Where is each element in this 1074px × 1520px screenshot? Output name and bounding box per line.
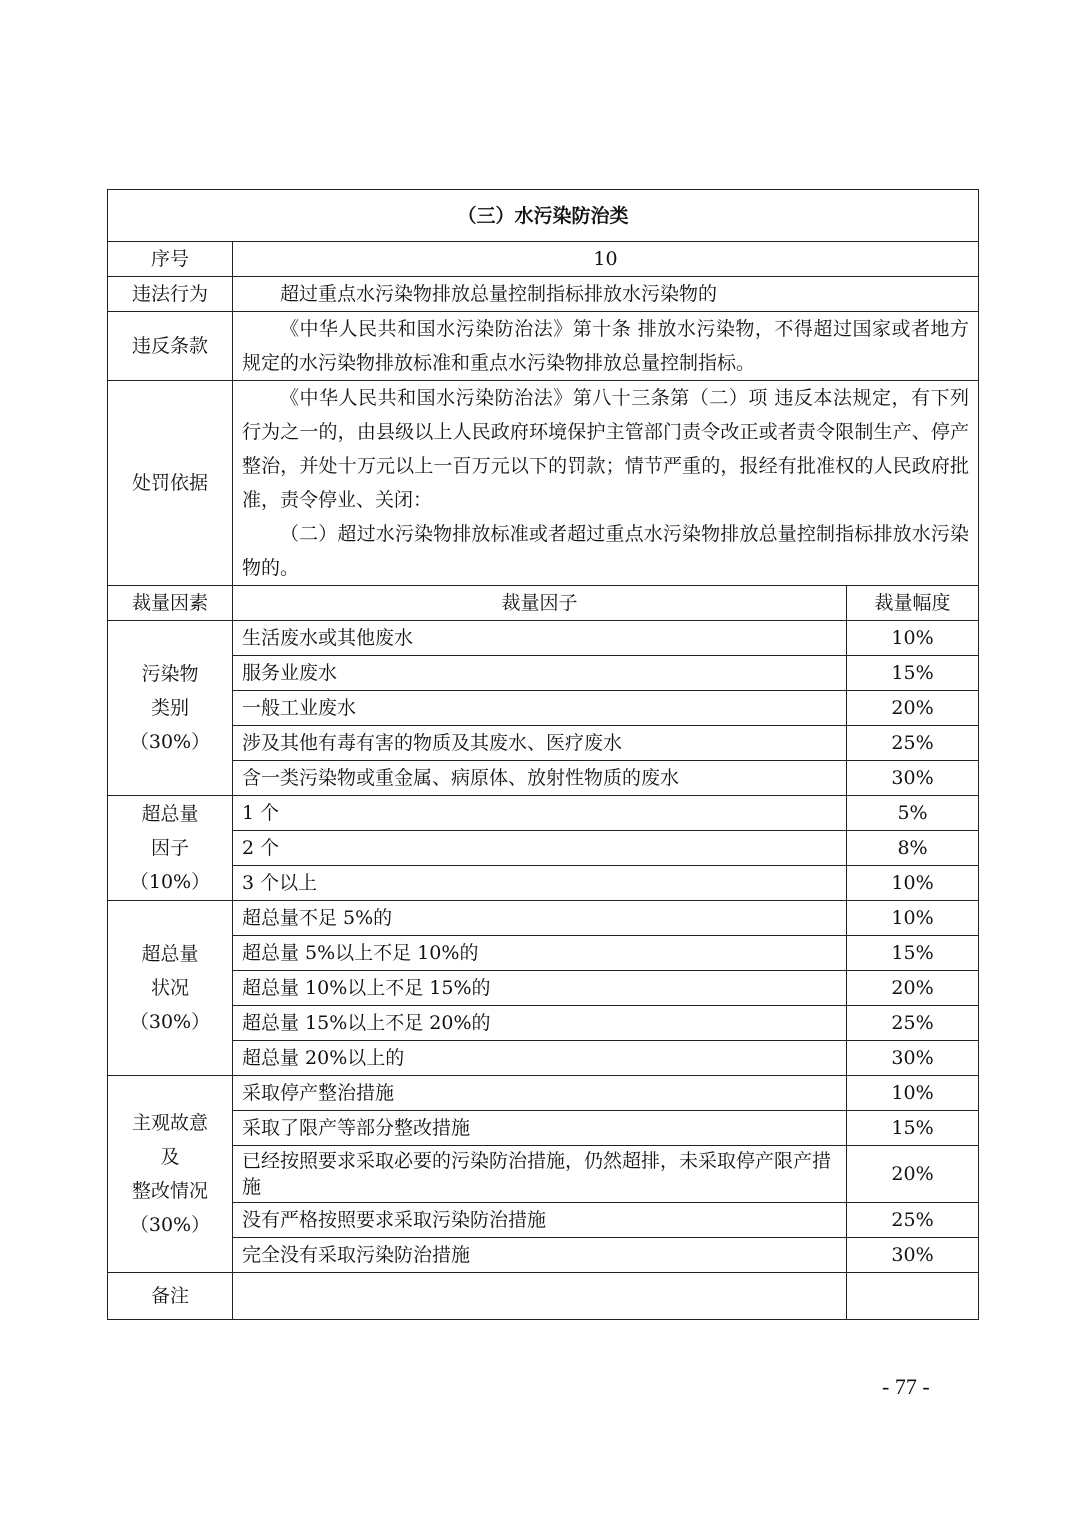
factor-percentage: 20% bbox=[847, 691, 979, 726]
serial-row bbox=[108, 242, 979, 277]
clause-row bbox=[108, 312, 979, 381]
factor-text: 一般工业废水 bbox=[233, 691, 847, 726]
factor-category-line: 整改情况 bbox=[131, 1180, 208, 1202]
header-factor: 裁量因子 bbox=[233, 586, 847, 621]
factor-text: 含一类污染物或重金属、病原体、放射性物质的废水 bbox=[233, 761, 847, 796]
factor-category-line: （30%） bbox=[129, 731, 211, 753]
factor-text: 没有严格按照要求采取污染防治措施 bbox=[233, 1203, 847, 1238]
factor-row bbox=[108, 691, 979, 726]
factor-text: 超总量 10%以上不足 15%的 bbox=[233, 971, 847, 1006]
factor-percentage: 10% bbox=[847, 1076, 979, 1111]
factor-percentage: 15% bbox=[847, 656, 979, 691]
factor-category-line: （30%） bbox=[129, 1214, 211, 1236]
factor-percentage: 10% bbox=[847, 621, 979, 656]
factor-row bbox=[108, 1203, 979, 1238]
factor-row bbox=[108, 1041, 979, 1076]
factor-row bbox=[108, 621, 979, 656]
factor-text: 生活废水或其他废水 bbox=[233, 621, 847, 656]
factor-category-line: 类别 bbox=[150, 697, 189, 719]
serial-value: 10 bbox=[233, 242, 979, 277]
factor-category-line: 因子 bbox=[150, 837, 189, 859]
factor-category-line: （10%） bbox=[129, 871, 211, 893]
factor-category-line: 超总量 bbox=[141, 943, 199, 965]
penalty-discretion-table bbox=[107, 189, 979, 1320]
factor-category-line: 超总量 bbox=[141, 803, 199, 825]
serial-label: 序号 bbox=[108, 242, 233, 277]
factor-text: 涉及其他有毒有害的物质及其废水、医疗废水 bbox=[233, 726, 847, 761]
factor-text: 完全没有采取污染防治措施 bbox=[233, 1238, 847, 1273]
factor-category-line: 污染物 bbox=[141, 663, 199, 685]
factor-percentage: 25% bbox=[847, 1006, 979, 1041]
factor-row bbox=[108, 901, 979, 936]
factor-text: 1 个 bbox=[233, 796, 847, 831]
header-range: 裁量幅度 bbox=[847, 586, 979, 621]
factor-percentage: 30% bbox=[847, 761, 979, 796]
factor-row bbox=[108, 761, 979, 796]
basis-row bbox=[108, 381, 979, 586]
factor-text: 3 个以上 bbox=[233, 866, 847, 901]
factor-text: 超总量不足 5%的 bbox=[233, 901, 847, 936]
factor-header-row bbox=[108, 586, 979, 621]
factor-percentage: 10% bbox=[847, 901, 979, 936]
factor-percentage: 30% bbox=[847, 1041, 979, 1076]
factor-category bbox=[108, 796, 233, 901]
basis-value-cell bbox=[233, 381, 979, 586]
remark-value bbox=[233, 1273, 847, 1320]
remark-label: 备注 bbox=[108, 1273, 233, 1320]
factor-row bbox=[108, 831, 979, 866]
factor-text: 服务业废水 bbox=[233, 656, 847, 691]
page-number: - 77 - bbox=[882, 1374, 930, 1399]
factor-category bbox=[108, 1076, 233, 1273]
factor-row bbox=[108, 971, 979, 1006]
factor-row bbox=[108, 1111, 979, 1146]
clause-label: 违反条款 bbox=[108, 312, 233, 381]
factor-percentage: 25% bbox=[847, 1203, 979, 1238]
factor-percentage: 30% bbox=[847, 1238, 979, 1273]
factor-category bbox=[108, 901, 233, 1076]
header-factor-category: 裁量因素 bbox=[108, 586, 233, 621]
factor-row bbox=[108, 656, 979, 691]
factor-percentage: 25% bbox=[847, 726, 979, 761]
factor-category-line: （30%） bbox=[129, 1011, 211, 1033]
basis-paragraph-2: （二）超过水污染物排放标准或者超过重点水污染物排放总量控制指标排放水污染物的。 bbox=[242, 523, 970, 579]
factor-row bbox=[108, 936, 979, 971]
factor-percentage: 15% bbox=[847, 1111, 979, 1146]
factor-category bbox=[108, 621, 233, 796]
clause-value-cell bbox=[233, 312, 979, 381]
factor-percentage: 20% bbox=[847, 971, 979, 1006]
factor-text: 超总量 15%以上不足 20%的 bbox=[233, 1006, 847, 1041]
factor-percentage: 15% bbox=[847, 936, 979, 971]
title-row bbox=[108, 190, 979, 242]
factor-row bbox=[108, 1076, 979, 1111]
clause-value: 《中华人民共和国水污染防治法》第十条 排放水污染物，不得超过国家或者地方规定的水污染物排放标准和重点水污染物排放总量控制指标。 bbox=[242, 318, 970, 374]
factor-text: 采取停产整治措施 bbox=[233, 1076, 847, 1111]
factor-row bbox=[108, 796, 979, 831]
factor-percentage: 10% bbox=[847, 866, 979, 901]
remark-row bbox=[108, 1273, 979, 1320]
factor-percentage: 5% bbox=[847, 796, 979, 831]
factor-row bbox=[108, 1006, 979, 1041]
factor-row bbox=[108, 726, 979, 761]
behavior-value-cell bbox=[233, 277, 979, 312]
factor-category-line: 主观故意 bbox=[131, 1112, 208, 1134]
factor-text: 采取了限产等部分整改措施 bbox=[233, 1111, 847, 1146]
factor-text: 超总量 5%以上不足 10%的 bbox=[233, 936, 847, 971]
factor-row bbox=[108, 866, 979, 901]
remark-empty-cell bbox=[847, 1273, 979, 1320]
behavior-row bbox=[108, 277, 979, 312]
behavior-label: 违法行为 bbox=[108, 277, 233, 312]
table-title: （三）水污染防治类 bbox=[108, 190, 979, 242]
basis-paragraph-1: 《中华人民共和国水污染防治法》第八十三条第（二）项 违反本法规定，有下列行为之一的，由县级以上人民政府环境保护主管部门责令改正或者责令限制生产、停产整治，并处十万元以上一百万元以下的罚款；情节严重的，报经有批准权的人民政府批准，责令停业、关闭： bbox=[242, 387, 970, 511]
factor-category-line: 状况 bbox=[150, 977, 189, 999]
factor-row bbox=[108, 1238, 979, 1273]
factor-percentage: 8% bbox=[847, 831, 979, 866]
behavior-value: 超过重点水污染物排放总量控制指标排放水污染物的 bbox=[280, 283, 718, 305]
factor-category-line: 及 bbox=[160, 1146, 180, 1168]
factor-row bbox=[108, 1146, 979, 1203]
factor-text: 2 个 bbox=[233, 831, 847, 866]
basis-label: 处罚依据 bbox=[108, 381, 233, 586]
factor-percentage: 20% bbox=[847, 1146, 979, 1203]
factor-text: 已经按照要求采取必要的污染防治措施，仍然超排，未采取停产限产措施 bbox=[233, 1146, 847, 1203]
factor-text: 超总量 20%以上的 bbox=[233, 1041, 847, 1076]
